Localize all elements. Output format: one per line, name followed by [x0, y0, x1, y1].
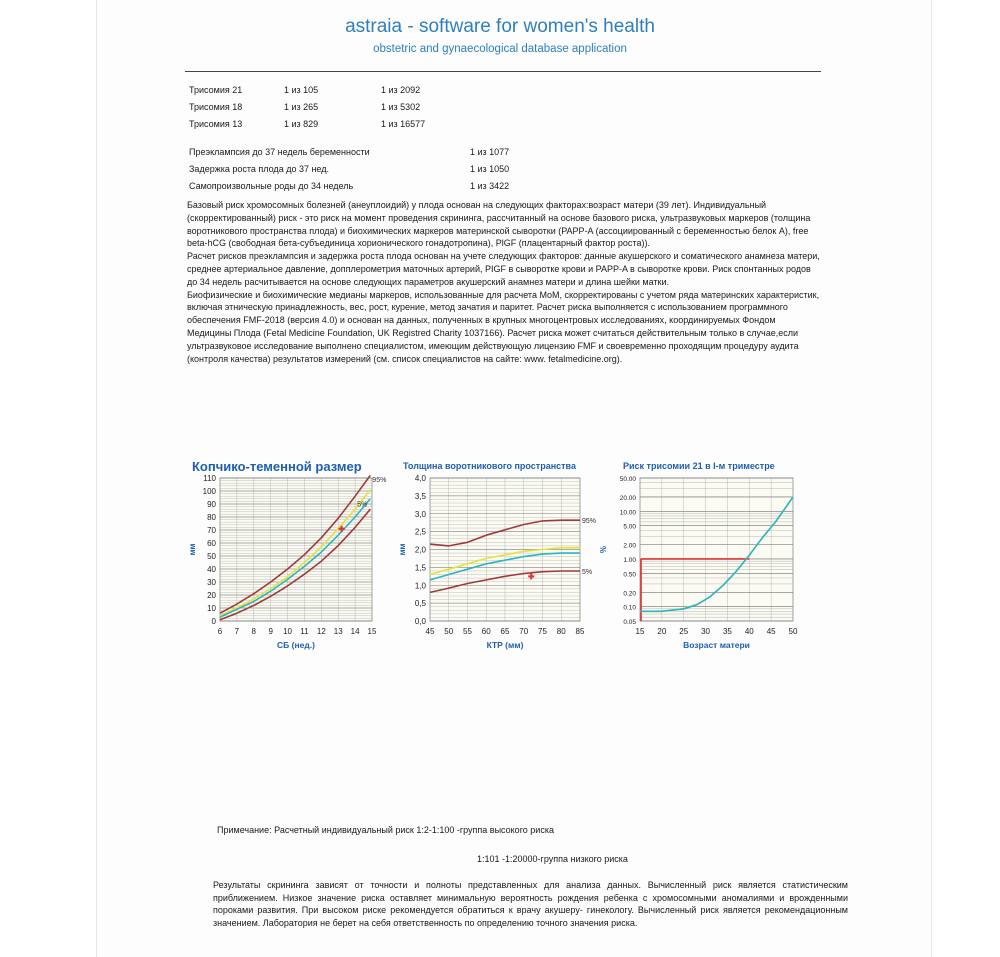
header-divider [185, 71, 821, 72]
y-tick-label: 0.50 [623, 571, 636, 579]
y-tick-label: 20.00 [619, 494, 636, 502]
label-5-percentile: 5% [582, 568, 593, 576]
x-tick-label: 15 [635, 627, 645, 636]
x-tick-label: 30 [701, 627, 711, 636]
paragraph-preeclampsia: Расчет рисков преэклампсия и задержка роста плода основан на учете следующих факторов: данные акушерского и соматического анамнеза матери, среднее артериальное давление, допплерометрия маточных артерий, PIGF в сыворотке крови и PAPP-A в сыворотке крови. Риск спонтанных родов до 34 недель расчитывается на основе следующих параметров акушерский анамнез матери и длина шейки матки. [187, 251, 820, 287]
paragraph-medians: Биофизические и биохимические медианы маркеров, использованные для расчета MoM, скорректированы с учетом ряда материнских характеристик, включая этническую принадлежность, вес, рост, курение, метод зачатия и паритет. Расчет риска выполняется с использованием программного обеспечения FMF-2018 (версия 4.0) и основан на данных, полученных в крупных многоцентровых исследованиях, координируемых Фондом Медицины Плода (Fetal Medicine Foundation, UK Registred Charity 1037166). Расчет риска может считаться действительным только в случае,если ультразвуковое исследование выполнено специалистом, имеющим действующую лицензию FMF и своевременно проходящим процедуру аудита (контроля качества) результатов измерений (см. список специалистов на сайте: www. fetalmedicine.org). [187, 289, 820, 364]
y-tick-label: 90 [207, 500, 216, 509]
x-tick-label: 80 [556, 627, 566, 636]
y-tick-label: 60 [207, 539, 216, 548]
risk-base-t13: 1 из 16577 [381, 119, 426, 129]
y-tick-label: 40 [207, 565, 216, 574]
x-tick-label: 45 [425, 627, 435, 636]
x-tick-label: 60 [481, 627, 491, 636]
paragraph-base-risk: Базовый риск хромосомных болезней (анеуплоидий) у плода основан на следующих факторах:возраст матери (39 лет). Индивидуальный (скорректированный) риск - это риск на момент проведения скрининга, рассчитанный на основе базового риска, ультразвуковых маркеров (толщина воротникового пространства плода) и биохимических маркеров материнской сыворотки (PAPP-A (ассоциированный с беременностью белок A), free beta-hCG (свободная бета-субъединица хорионического гонадотропина), PlGF (плацентарный фактор роста)). [187, 200, 811, 249]
risk-label-growth: Задержка роста плода до 37 нед. [189, 164, 329, 174]
x-tick-label: 6 [217, 627, 223, 636]
y-tick-label: 70 [207, 526, 216, 535]
x-tick-label: 40 [744, 627, 754, 636]
y-tick-label: 30 [207, 578, 216, 587]
label-95-percentile: 95% [582, 518, 597, 526]
y-tick-label: 2.00 [623, 542, 636, 550]
y-tick-label: 3,5 [414, 491, 426, 501]
y-tick-label: 0.05 [623, 619, 636, 626]
y-tick-label: 50.00 [619, 476, 636, 483]
risk-individual-t18: 1 из 265 [284, 102, 319, 112]
y-tick-label: 110 [203, 474, 216, 483]
chart-t21-title: Риск трисомии 21 в I-м триместре [623, 461, 775, 471]
risk-base-t21: 1 из 2092 [381, 85, 421, 95]
y-tick-label: 2,5 [414, 527, 426, 537]
note-high-risk: Расчетный индивидуальный риск 1:2-1:100 -группа высокого риска [274, 825, 554, 835]
x-tick-label: 45 [766, 627, 776, 636]
header-subtitle: obstetric and gynaecological database application [373, 43, 627, 55]
x-tick-label: 14 [350, 627, 360, 636]
chart-crl [185, 472, 395, 658]
y-axis-label: мм [398, 543, 407, 556]
x-tick-label: 20 [657, 627, 667, 636]
y-axis-label: % [599, 545, 608, 554]
x-axis-label: СБ (нед.) [277, 640, 315, 650]
risk-base-t18: 1 из 5302 [381, 102, 421, 112]
risk-value-preterm: 1 из 3422 [470, 181, 510, 191]
risk-individual-t13: 1 из 829 [284, 119, 319, 129]
risk-value-growth: 1 из 1050 [470, 164, 510, 174]
explanation-text [187, 199, 822, 365]
y-tick-label: 5.00 [623, 523, 636, 531]
note-low-risk: 1:101 -1:20000-группа низкого риска [477, 854, 628, 864]
y-tick-label: 2,0 [414, 545, 426, 555]
y-axis-label: мм [188, 543, 197, 556]
x-tick-label: 85 [575, 627, 585, 636]
x-tick-label: 50 [444, 627, 454, 636]
risk-individual-t21: 1 из 105 [284, 85, 319, 95]
plot-area [640, 478, 793, 621]
chart-nt [392, 472, 604, 658]
x-tick-label: 35 [722, 627, 732, 636]
x-tick-label: 15 [367, 627, 377, 636]
risk-label-t13: Трисомия 13 [189, 119, 243, 129]
x-tick-label: 13 [333, 627, 343, 636]
x-axis-label: КТР (мм) [486, 640, 524, 650]
chart-nt-title: Толщина воротникового пространства [403, 461, 576, 471]
risk-label-t21: Трисомия 21 [189, 85, 243, 95]
y-tick-label: 3,0 [414, 509, 426, 519]
y-tick-label: 10 [207, 604, 216, 613]
x-axis-label: Возраст матери [683, 640, 750, 650]
x-tick-label: 10 [283, 627, 293, 636]
x-tick-label: 70 [519, 627, 529, 636]
label-95-percentile: 95% [372, 477, 387, 484]
y-tick-label: 20 [207, 591, 216, 600]
x-tick-label: 65 [500, 627, 510, 636]
x-tick-label: 8 [251, 627, 257, 636]
risk-label-preeclampsia: Преэклампсия до 37 недель беременности [189, 147, 370, 157]
y-tick-label: 1,0 [414, 581, 426, 591]
y-tick-label: 4,0 [414, 474, 426, 483]
chart-t21-risk [592, 472, 807, 658]
x-tick-label: 9 [268, 627, 273, 636]
note-label: Примечание: [217, 825, 272, 835]
risk-label-preterm: Самопроизвольные роды до 34 недель [189, 181, 354, 191]
y-tick-label: 0,5 [414, 599, 426, 609]
y-tick-label: 1.00 [623, 556, 636, 564]
risk-value-preeclampsia: 1 из 1077 [470, 147, 510, 157]
y-tick-label: 0 [211, 617, 216, 626]
y-tick-label: 0.10 [623, 604, 636, 612]
x-tick-label: 11 [300, 627, 309, 636]
x-tick-label: 55 [463, 627, 472, 636]
y-tick-label: 10.00 [619, 509, 636, 517]
x-tick-label: 12 [316, 627, 326, 636]
chart-crl-title: Копчико-теменной размер [192, 459, 362, 474]
x-tick-label: 25 [679, 627, 689, 636]
y-tick-label: 0.20 [623, 590, 636, 598]
label-5-percentile: 5% [357, 501, 368, 509]
y-tick-label: 80 [207, 513, 216, 522]
y-tick-label: 100 [202, 487, 216, 496]
y-tick-label: 1,5 [414, 563, 426, 573]
x-tick-label: 7 [234, 627, 240, 636]
note-line1 [217, 825, 554, 835]
risk-label-t18: Трисомия 18 [189, 102, 243, 112]
disclaimer-text: Результаты скрининга зависят от точности и полноты представленных для анализа данных. Вычисленный риск является статистическим приближением. Низкое значение риска оставляет минимальную вероятность рождения ребенка с хромосомными аномалиями и врожденными пороками развития. При высоком риске рекомендуется обратиться к врачу акушеру- гинекологу. Вычисленный риск является рекомендационным значением. Лаборатория не берет на себя ответственность по определению точного значения риска. [213, 880, 848, 928]
x-tick-label: 75 [538, 627, 547, 636]
y-tick-label: 0,0 [414, 617, 426, 626]
header-title: astraia - software for women's health [345, 16, 655, 37]
x-tick-label: 50 [788, 627, 798, 636]
y-tick-label: 50 [207, 552, 216, 561]
